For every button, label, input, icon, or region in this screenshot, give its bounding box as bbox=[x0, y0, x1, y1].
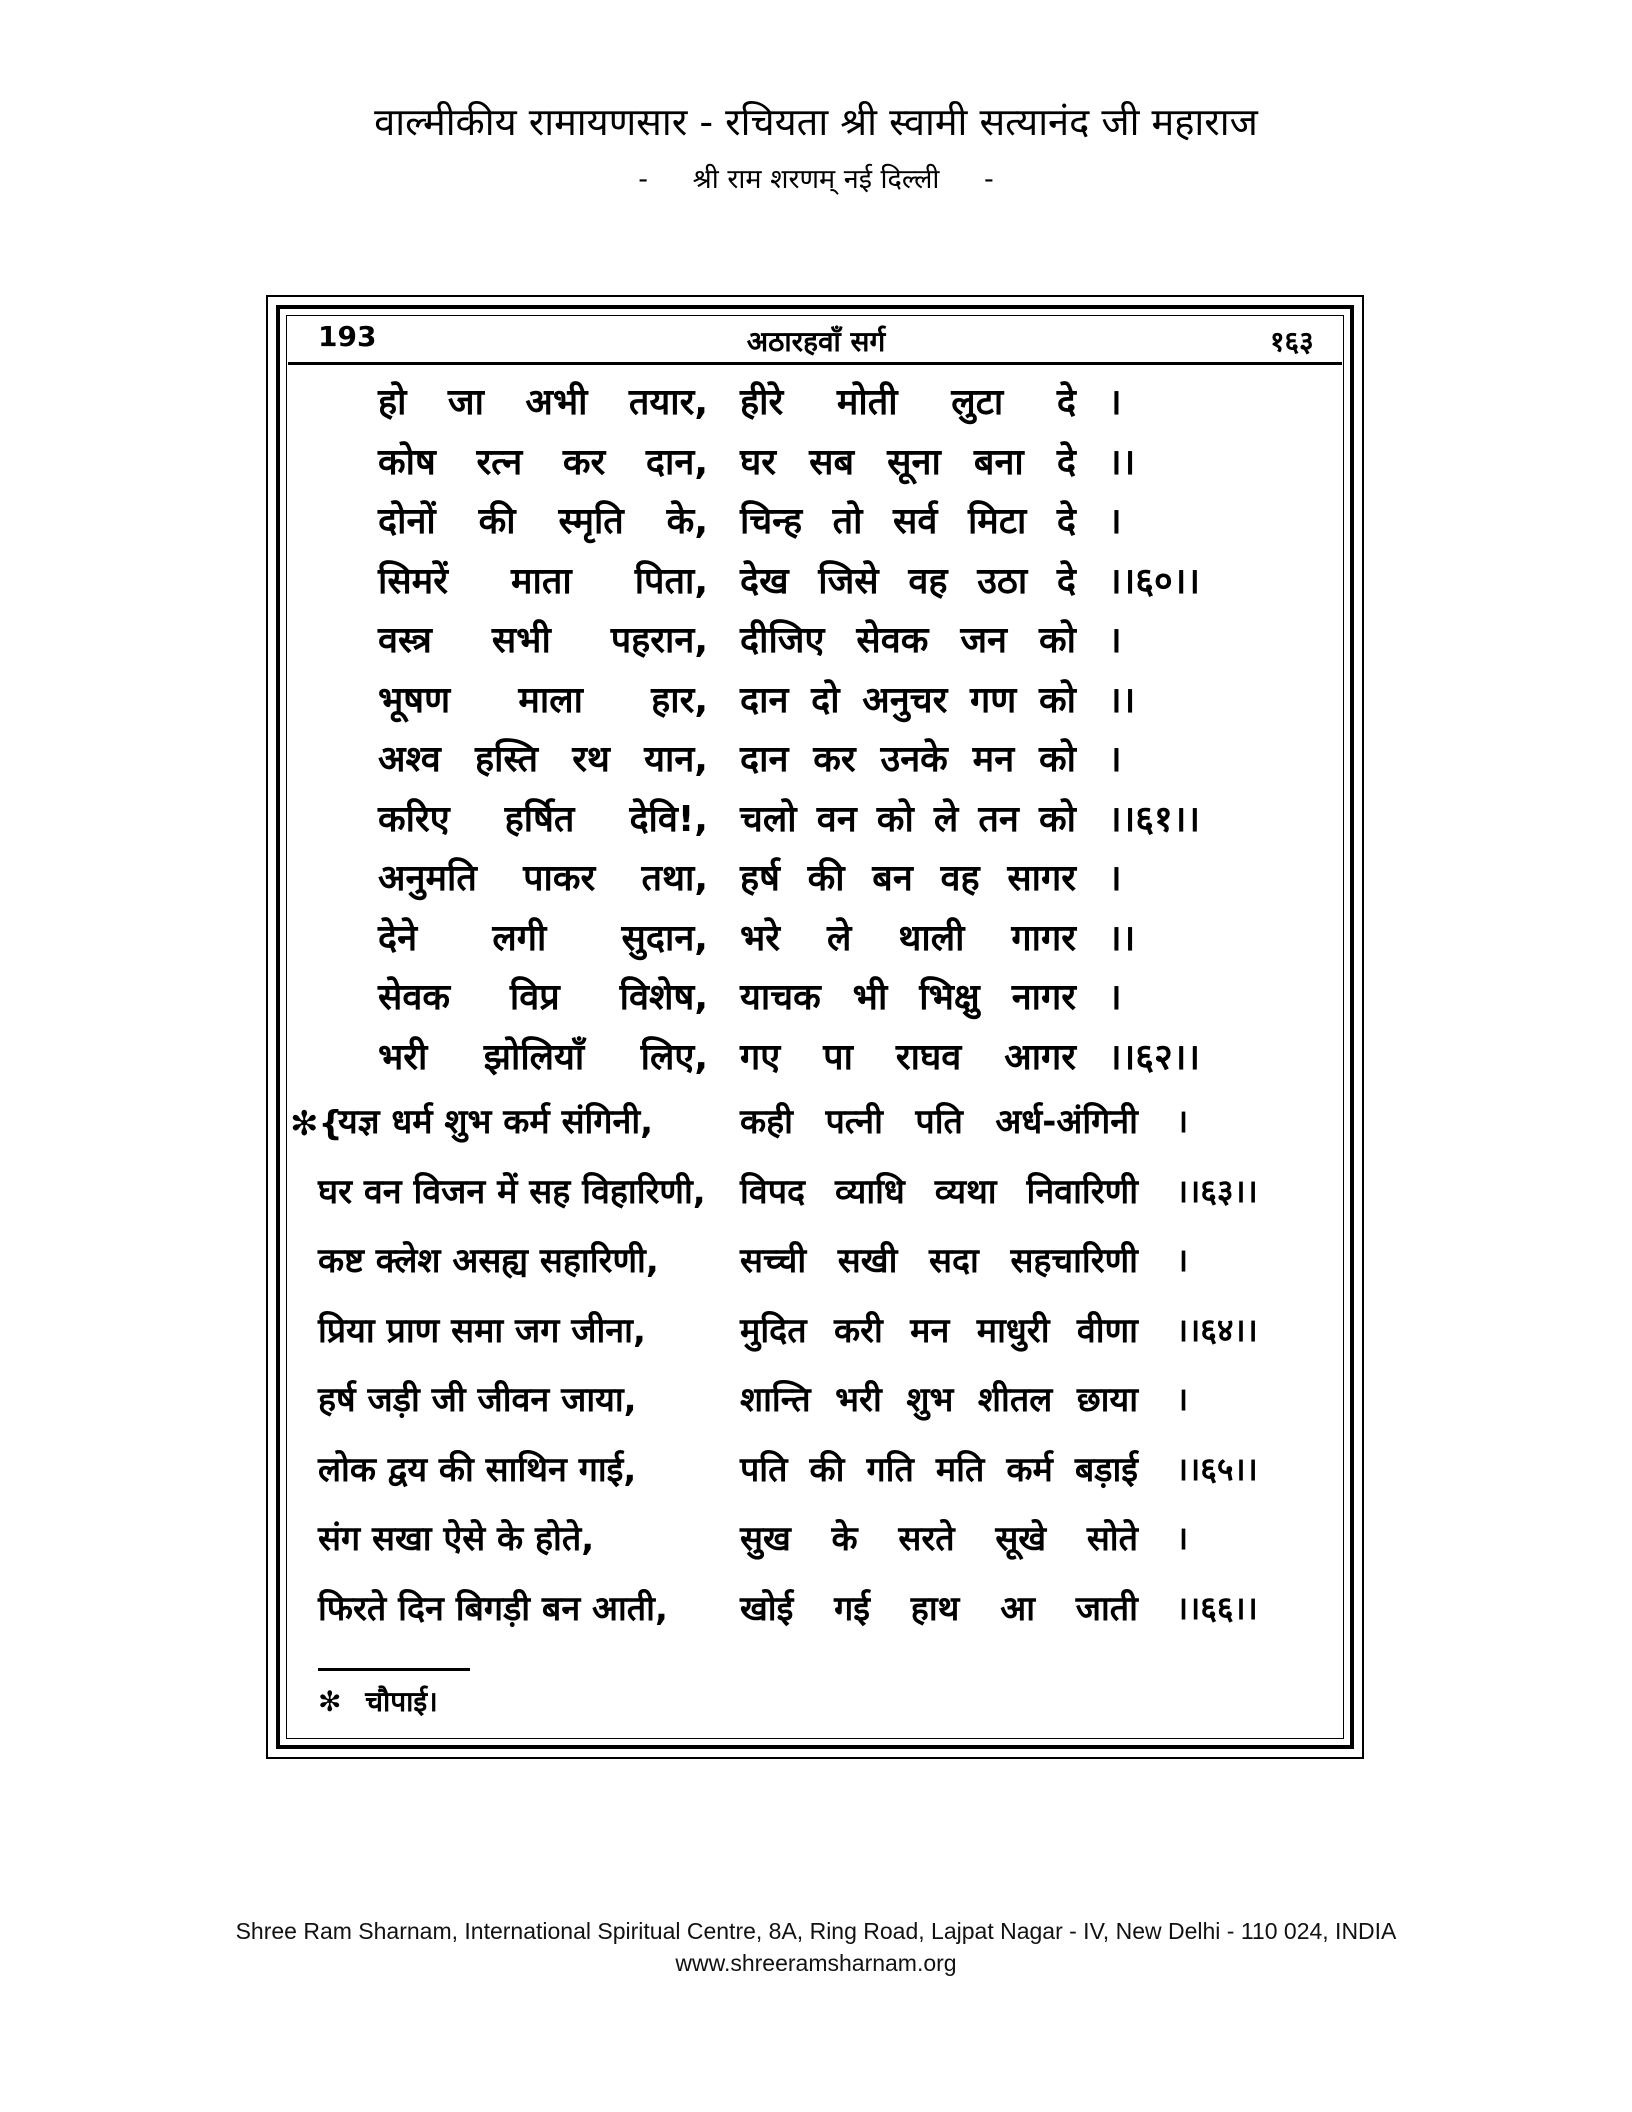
verse-line-second-half: देख जिसे वह उठा दे bbox=[740, 561, 1076, 602]
verse-line-second-half: हर्ष की बन वह सागर bbox=[740, 858, 1076, 899]
footnote-star-icon: ✻ bbox=[318, 1685, 342, 1718]
chaupai-line-second-half: सच्ची सखी सदा सहचारिणी bbox=[740, 1241, 1138, 1281]
chaupai-mark: । bbox=[1176, 1241, 1189, 1279]
subtitle-text: श्री राम शरणम् नई दिल्ली bbox=[692, 164, 940, 195]
verse-line-first-half: वस्त्र सभी पहरान, bbox=[378, 620, 708, 661]
verse-line-first-half: अनुमति पाकर तथा, bbox=[378, 858, 708, 899]
footer-address: Shree Ram Sharnam, International Spiritual Centre, 8A, Ring Road, Lajpat Nagar - IV, New Delhi - 110 024, INDIA bbox=[235, 1918, 1397, 1944]
chaupai-marker: ✻{ bbox=[290, 1104, 343, 1144]
document-subtitle bbox=[0, 162, 1632, 197]
verse-line-first-half: देने लगी सुदान, bbox=[378, 918, 708, 959]
verse-line-second-half: दान दो अनुचर गण को bbox=[740, 680, 1076, 721]
chaupai-mark: । bbox=[1176, 1519, 1189, 1557]
header-rule bbox=[288, 362, 1342, 365]
footnote-text: चौपाई। bbox=[365, 1685, 438, 1718]
chaupai-line-first-half: यज्ञ धर्म शुभ कर्म संगिनी, bbox=[338, 1102, 654, 1142]
subtitle-dash-right: - bbox=[983, 164, 994, 195]
footnote bbox=[318, 1682, 438, 1720]
chaupai-mark: ।।६५।। bbox=[1176, 1450, 1258, 1488]
verse-line-second-half: घर सब सूना बना दे bbox=[740, 442, 1076, 483]
verse-line-second-half: हीरे मोती लुटा दे bbox=[740, 382, 1076, 423]
verse-line-first-half: सेवक विप्र विशेष, bbox=[378, 977, 708, 1018]
verse-line-second-half: दान कर उनके मन को bbox=[740, 739, 1076, 780]
verse-mark: । bbox=[1108, 977, 1122, 1018]
page-number-arabic: 193 bbox=[318, 320, 377, 353]
verse-line-second-half: गए पा राघव आगर bbox=[740, 1037, 1076, 1078]
chaupai-line-first-half: लोक द्वय की साथिन गाई, bbox=[318, 1450, 637, 1490]
chaupai-line-first-half: फिरते दिन बिगड़ी बन आती, bbox=[318, 1589, 668, 1629]
chaupai-line-second-half: मुदित करी मन माधुरी वीणा bbox=[740, 1311, 1138, 1351]
verse-mark: । bbox=[1108, 382, 1122, 423]
chaupai-line-second-half: शान्ति भरी शुभ शीतल छाया bbox=[740, 1380, 1138, 1420]
chaupai-line-first-half: प्रिया प्राण समा जग जीना, bbox=[318, 1311, 646, 1351]
verse-line-first-half: भूषण माला हार, bbox=[378, 680, 708, 721]
chaupai-mark: । bbox=[1176, 1380, 1189, 1418]
footer-website: www.shreeramsharnam.org bbox=[675, 1950, 957, 1976]
verse-line-second-half: दीजिए सेवक जन को bbox=[740, 620, 1076, 661]
chaupai-mark: । bbox=[1176, 1102, 1189, 1140]
chapter-heading: अठारहवाँ सर्ग bbox=[746, 325, 886, 358]
verse-mark: ।।६१।। bbox=[1108, 799, 1201, 840]
document-title: वाल्मीकीय रामायणसार - रचियता श्री स्वामी सत्यानंद जी महाराज bbox=[374, 100, 1258, 144]
verse-mark: ।।६०।। bbox=[1108, 561, 1201, 602]
verse-mark: । bbox=[1108, 858, 1122, 899]
footnote-rule bbox=[318, 1668, 470, 1671]
chaupai-line-second-half: खोई गई हाथ आ जाती bbox=[740, 1589, 1138, 1629]
chaupai-line-first-half: कष्ट क्लेश असह्य सहारिणी, bbox=[318, 1241, 659, 1281]
verse-line-second-half: भरे ले थाली गागर bbox=[740, 918, 1076, 959]
page-number-devanagari: १६३ bbox=[1270, 325, 1314, 358]
verse-line-first-half: अश्व हस्ति रथ यान, bbox=[378, 739, 708, 780]
verse-mark: । bbox=[1108, 620, 1122, 661]
verse-line-first-half: भरी झोलियाँ लिए, bbox=[378, 1037, 708, 1078]
chaupai-line-second-half: पति की गति मति कर्म बड़ाई bbox=[740, 1450, 1138, 1490]
verse-line-first-half: करिए हर्षित देवि!, bbox=[378, 799, 708, 840]
verse-line-first-half: दोनों की स्मृति के, bbox=[378, 501, 708, 542]
verse-line-first-half: हो जा अभी तयार, bbox=[378, 382, 708, 423]
chaupai-mark: ।।६४।। bbox=[1176, 1311, 1258, 1349]
chaupai-line-first-half: हर्ष जड़ी जी जीवन जाया, bbox=[318, 1380, 637, 1420]
chaupai-mark: ।।६३।। bbox=[1176, 1172, 1258, 1210]
verse-mark: ।। bbox=[1108, 918, 1136, 959]
chaupai-line-second-half: सुख के सरते सूखे सोते bbox=[740, 1519, 1138, 1559]
chaupai-line-second-half: कही पत्नी पति अर्ध-अंगिनी bbox=[740, 1102, 1138, 1142]
verse-line-first-half: कोष रत्न कर दान, bbox=[378, 442, 708, 483]
verse-line-first-half: सिमरें माता पिता, bbox=[378, 561, 708, 602]
subtitle-dash-left: - bbox=[638, 164, 649, 195]
chaupai-line-first-half: संग सखा ऐसे के होते, bbox=[318, 1519, 595, 1559]
verse-mark: ।। bbox=[1108, 442, 1136, 483]
chaupai-line-second-half: विपद व्याधि व्यथा निवारिणी bbox=[740, 1172, 1138, 1212]
chaupai-line-first-half: घर वन विजन में सह विहारिणी, bbox=[318, 1172, 706, 1212]
verse-line-second-half: चिन्ह तो सर्व मिटा दे bbox=[740, 501, 1076, 542]
verse-mark: ।। bbox=[1108, 680, 1136, 721]
verse-mark: । bbox=[1108, 501, 1122, 542]
verse-line-second-half: चलो वन को ले तन को bbox=[740, 799, 1076, 840]
verse-mark: । bbox=[1108, 739, 1122, 780]
verse-line-second-half: याचक भी भिक्षु नागर bbox=[740, 977, 1076, 1018]
chaupai-mark: ।।६६।। bbox=[1176, 1589, 1258, 1627]
verse-mark: ।।६२।। bbox=[1108, 1037, 1201, 1078]
